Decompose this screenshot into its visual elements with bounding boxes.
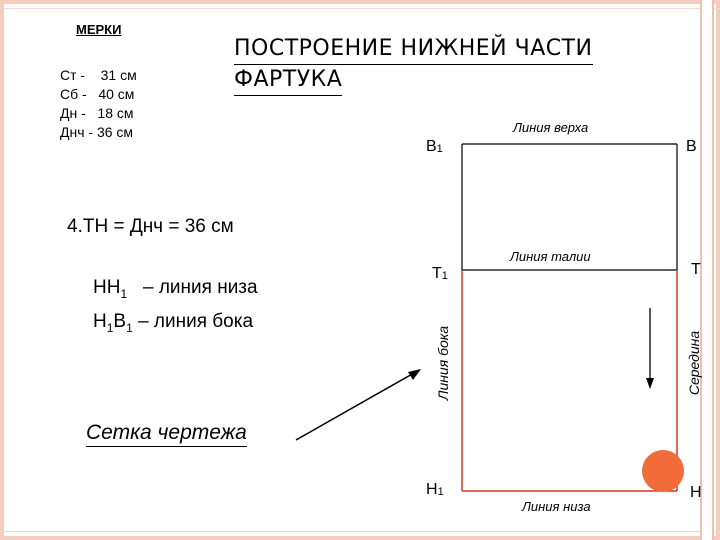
point-letter: В [686,138,697,155]
side-text: – линия бока [132,310,254,332]
point-t1-label [432,265,448,283]
point-letter: Т [691,261,701,278]
point-letter: Н [690,484,702,501]
measurement-item: Ст - 31 см [60,67,137,83]
hem-line-label: Линия низа [522,499,591,514]
title-line-2: ФАРТУКА [234,65,342,96]
measurements-heading: МЕРКИ [76,22,122,37]
point-letter: Т [432,265,442,282]
point-b1-label [426,138,443,156]
point-letter: В [426,138,437,155]
hem-prefix: НН [93,277,121,298]
hem-text: – линия низа [127,277,258,298]
side-line-label: Линия бока [435,325,452,401]
top-line-label: Линия верха [513,120,589,135]
point-subscript: 1 [441,270,448,282]
center-line-label: Середина [686,330,703,396]
title-line-1: ПОСТРОЕНИЕ НИЖНЕЙ ЧАСТИ [234,34,593,65]
grid-caption: Сетка чертежа [86,421,247,447]
point-b-label [686,138,697,156]
pointer-arrow-head [408,369,421,380]
down-arrow-head [646,378,654,389]
point-subscript: 1 [437,486,444,498]
pointer-arrow-line [296,373,414,440]
side-prefix: Н [93,310,107,332]
measurement-item: Дн - 18 см [60,105,134,121]
waist-line-label: Линия талии [510,249,591,264]
point-h1-label [426,481,444,499]
point-letter: Н [426,481,438,498]
side-subscript-1: 1 [106,320,114,335]
measurement-item: Сб - 40 см [60,86,135,102]
point-subscript: 1 [436,143,443,155]
step-formula: 4.ТН = Днч = 36 см [67,216,234,237]
hem-subscript: 1 [120,286,128,301]
point-h-label [690,484,702,502]
side-mid: В [113,310,127,332]
measurement-item: Днч - 36 см [60,124,134,140]
point-t-label [691,261,701,279]
highlight-marker [642,450,684,492]
side-subscript-2: 1 [126,320,133,335]
